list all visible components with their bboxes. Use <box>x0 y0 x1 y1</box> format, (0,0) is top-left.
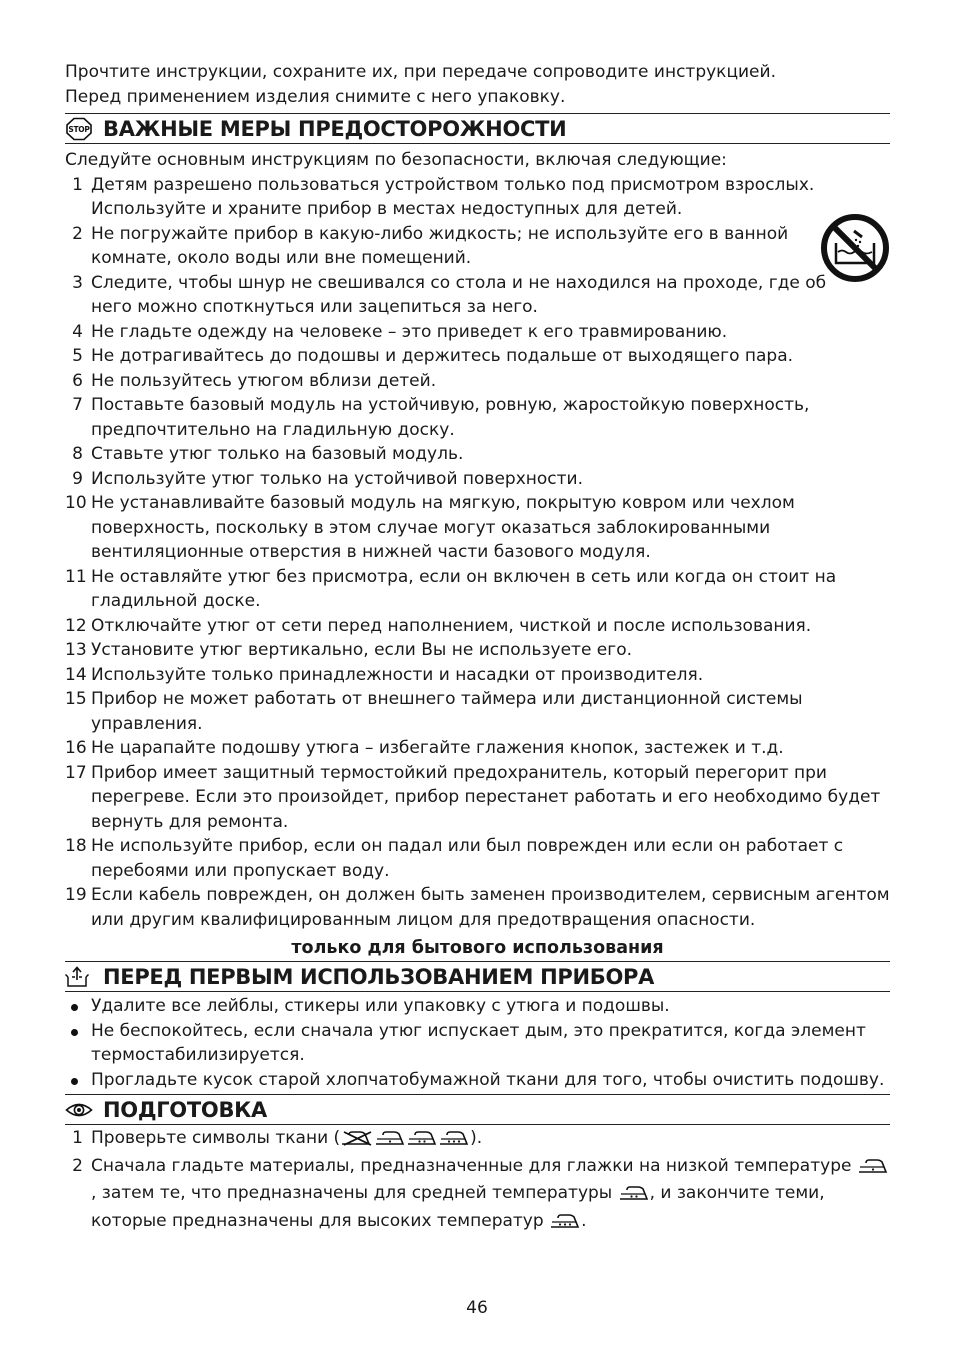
eye-icon <box>65 1098 93 1122</box>
list-item: 2 Сначала гладьте материалы, предназначенные для глажки на низкой температуре , затем те, что предназначены для средней температуры , и закончите теми, которые предназначены для высоких температур . <box>65 1154 890 1237</box>
intro-line-2: Перед применением изделия снимите с него упаковку. <box>65 86 566 107</box>
list-item: Не беспокойтесь, если сначала утюг испускает дым, это прекратится, когда элемент термостабилизируется. <box>65 1019 890 1068</box>
list-item: 3 Следите, чтобы шнур не свешивался со стола и не находился на проходе, где об него можно споткнуться или зацепиться за него. <box>72 272 827 317</box>
safety-title: ВАЖНЫЕ МЕРЫ ПРЕДОСТОРОЖНОСТИ <box>103 116 567 141</box>
list-item: 16 Не царапайте подошву утюга – избегайте глажения кнопок, застежек и т.д. <box>65 738 784 758</box>
iron-high-icon <box>549 1212 581 1237</box>
stop-icon <box>65 117 93 141</box>
preparation-list <box>65 1126 890 1236</box>
list-item: 6 Не пользуйтесь утюгом вблизи детей. <box>72 370 437 391</box>
list-item: 1 Проверьте символы ткани ( ). <box>65 1126 890 1154</box>
iron-high-icon <box>438 1129 470 1154</box>
list-item: 15 Прибор не может работать от внешнего таймера или дистанционной системы управления. <box>65 689 803 734</box>
preparation-title: ПОДГОТОВКА <box>103 1097 267 1122</box>
list-item: 18 Не используйте прибор, если он падал или был поврежден или если он работает с перебоями или пропускает воду. <box>65 836 844 881</box>
list-item: 2 Не погружайте прибор в какую-либо жидкость; не используйте его в ванной комнате, около воды или вне помещений. <box>72 223 789 268</box>
list-item: 10 Не устанавливайте базовый модуль на мягкую, покрытую ковром или чехлом поверхность, поскольку в этом случае могут оказаться заблокированными вентиляционные отверстия в нижней части базового модуля. <box>65 493 795 562</box>
page-number: 46 <box>466 1298 488 1318</box>
iron-medium-icon <box>618 1184 650 1209</box>
unpack-box-icon <box>65 965 93 989</box>
safety-heading <box>65 114 890 143</box>
list-item: 12 Отключайте утюг от сети перед наполнением, чисткой и после использования. <box>65 615 812 636</box>
first-use-list <box>65 994 890 1092</box>
safety-list <box>65 173 890 933</box>
list-item: 7 Поставьте базовый модуль на устойчивую, ровную, жаростойкую поверхность, предпочтительно на гладильную доску. <box>72 395 810 440</box>
list-item: 19 Если кабель поврежден, он должен быть заменен производителем, сервисным агентом или другим квалифицированным лицом для предотвращения опасности. <box>65 885 890 930</box>
list-item: 8 Ставьте утюг только на базовый модуль. <box>72 444 464 464</box>
safety-lead: Следуйте основным инструкциям по безопасности, включая следующие: <box>65 150 727 170</box>
list-item: 1 Детям разрешено пользоваться устройством только под присмотром взрослых. Используйте и храните прибор в местах недоступных для детей. <box>72 174 815 219</box>
first-use-title: ПЕРЕД ПЕРВЫМ ИСПОЛЬЗОВАНИЕМ ПРИБОРА <box>103 964 655 989</box>
list-item: 13 Установите утюг вертикально, если Вы не используете его. <box>65 640 633 660</box>
list-item: 9 Используйте утюг только на устойчивой поверхности. <box>72 468 583 489</box>
iron-low-icon <box>374 1129 406 1154</box>
list-item: Прогладьте кусок старой хлопчатобумажной ткани для того, чтобы очистить подошву. <box>65 1068 890 1093</box>
list-item: 4 Не гладьте одежду на человеке – это приведет к его травмированию. <box>72 321 728 342</box>
list-item: 5 Не дотрагивайтесь до подошвы и держитесь подальше от выходящего пара. <box>72 346 794 366</box>
household-use-note: только для бытового использования <box>291 938 664 958</box>
list-item: Удалите все лейблы, стикеры или упаковку с утюга и подошвы. <box>65 994 890 1019</box>
first-use-heading <box>65 962 890 991</box>
list-item: 17 Прибор имеет защитный термостойкий предохранитель, который перегорит при перегреве. Если это произойдет, прибор перестанет работать и его необходимо будет вернуть для ремонта. <box>65 762 881 832</box>
no-iron-icon <box>340 1129 374 1154</box>
iron-medium-icon <box>406 1129 438 1154</box>
list-item: 11 Не оставляйте утюг без присмотра, если он включен в сеть или когда он стоит на гладильной доске. <box>65 566 837 611</box>
preparation-heading <box>65 1095 890 1124</box>
manual-page <box>65 60 890 1236</box>
no-water-immersion-icon <box>820 213 890 283</box>
iron-low-icon <box>857 1157 889 1182</box>
list-item: 14 Используйте только принадлежности и насадки от производителя. <box>65 664 704 685</box>
intro <box>65 60 890 109</box>
svg-text:STOP: STOP <box>68 124 90 134</box>
intro-line-1: Прочтите инструкции, сохраните их, при передаче сопроводите инструкцией. <box>65 62 776 82</box>
